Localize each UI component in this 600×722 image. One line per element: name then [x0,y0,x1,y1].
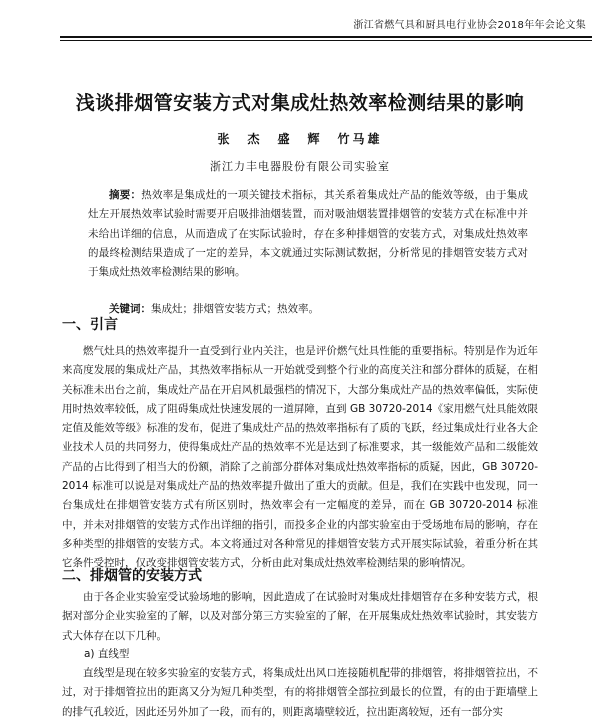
abstract [88,186,528,282]
abstract-label: 摘要： [109,189,142,201]
header-rule [60,36,592,38]
running-header [0,0,600,38]
straight-type-paragraph: 直线型是现在较多实验室的安装方式，将集成灶出风口连接随机配带的排烟管，将排烟管拉出，不过，对于排烟管拉出的距离又分为短几种类型，有的将排烟管全部拉到最长的位置，有的由于距墙壁上的排气孔较近，因此还另外加了一段，而有的，则距离墙壁较近，拉出距离较短，还有一部分实 [62,667,538,718]
header-rule-secondary [60,40,592,41]
abstract-text: 热效率是集成灶的一项关键技术指标，其关系着集成灶产品的能效等级，由于集成灶左开展热效率试验时需要开启吸排油烟装置，而对吸油烟装置排烟管的安装方式在标准中并未给出详细的信息，从而造成了在实际试验时，存在多种排烟管的安装方式，对集成灶热效率的最终检测结果造成了一定的差异，本文就通过实际测试数据，分析常见的排烟管安装方式对于集成灶热效率检测结果的影响。 [88,189,528,279]
header-text: 浙江省燃气具和厨具电行业协会2018年年会论文集 [353,20,586,31]
paper-title: 浅谈排烟管安装方式对集成灶热效率检测结果的影响 [75,92,525,114]
subsection-heading-straight: a) 直线型 [84,648,130,660]
authors: 张 杰 盛 辉 竹马雄 [217,132,383,146]
section-heading-installation: 二、排烟管的安装方式 [62,568,202,584]
introduction-paragraph: 燃气灶具的热效率提升一直受到行业内关注，也是评价燃气灶具性能的重要指标。特别是作为近年来高度发展的集成灶产品，其热效率指标从一开始就受到整个行业的高度关注和部分群体的质疑，在相关标准未出台之前，集成灶产品在开启风机最强档的情况下，大部分集成灶产品的热效率偏低，实际使用时热效率较低，成了阻碍集成灶快速发展的一道屏障，直到 GB 30720-2014《家用燃气灶具能效限定值及能效等级》标准的发布，促进了集成灶产品的热效率指标有了质的飞跃，经过集成灶行业各大企业技术人员的共同努力，使得集成灶产品的热效率不光是达到了标准要求，其一级能效产品和二级能效产品的占比得到了相当大的份额，消除了之前部分群体对集成灶热效率指标的质疑，因此，GB 30720-2014 标准可以说是对集成灶产品的热效率提升做出了重大的贡献。但是，我们在实践中也发现，同一台集成灶在排烟管安装方式有所区别时，热效率会有一定幅度的差异，而在 GB 30720-2014 标准中，并未对排烟管的安装方式作出详细的指引，而投多企业的内部实验室由于受场地布局的影响，存在多种类型的排烟管的安装方式。本文将通过对各种常见的排烟管安装方式开展实际试验，着重分析在其它条件受控时，仅改变排烟管安装方式，分析由此对集成灶热效率检测结果的影响情况。 [62,345,538,570]
installation-paragraph: 由于各企业实验室受试验场地的影响，因此造成了在试验时对集成灶排烟管存在多种安装方式，根据对部分企业实验室的了解，以及对部分第三方实验室的了解，在开展集成灶热效率试验时，其安装方式大体存在以下几种。 [62,591,538,642]
affiliation: 浙江力丰电器股份有限公司实验室 [210,160,390,173]
keywords-label: 关键词： [109,303,151,315]
keywords-text: 集成灶；排烟管安装方式；热效率。 [151,303,319,315]
keywords [109,301,529,316]
section-heading-introduction: 一、引言 [62,317,118,333]
